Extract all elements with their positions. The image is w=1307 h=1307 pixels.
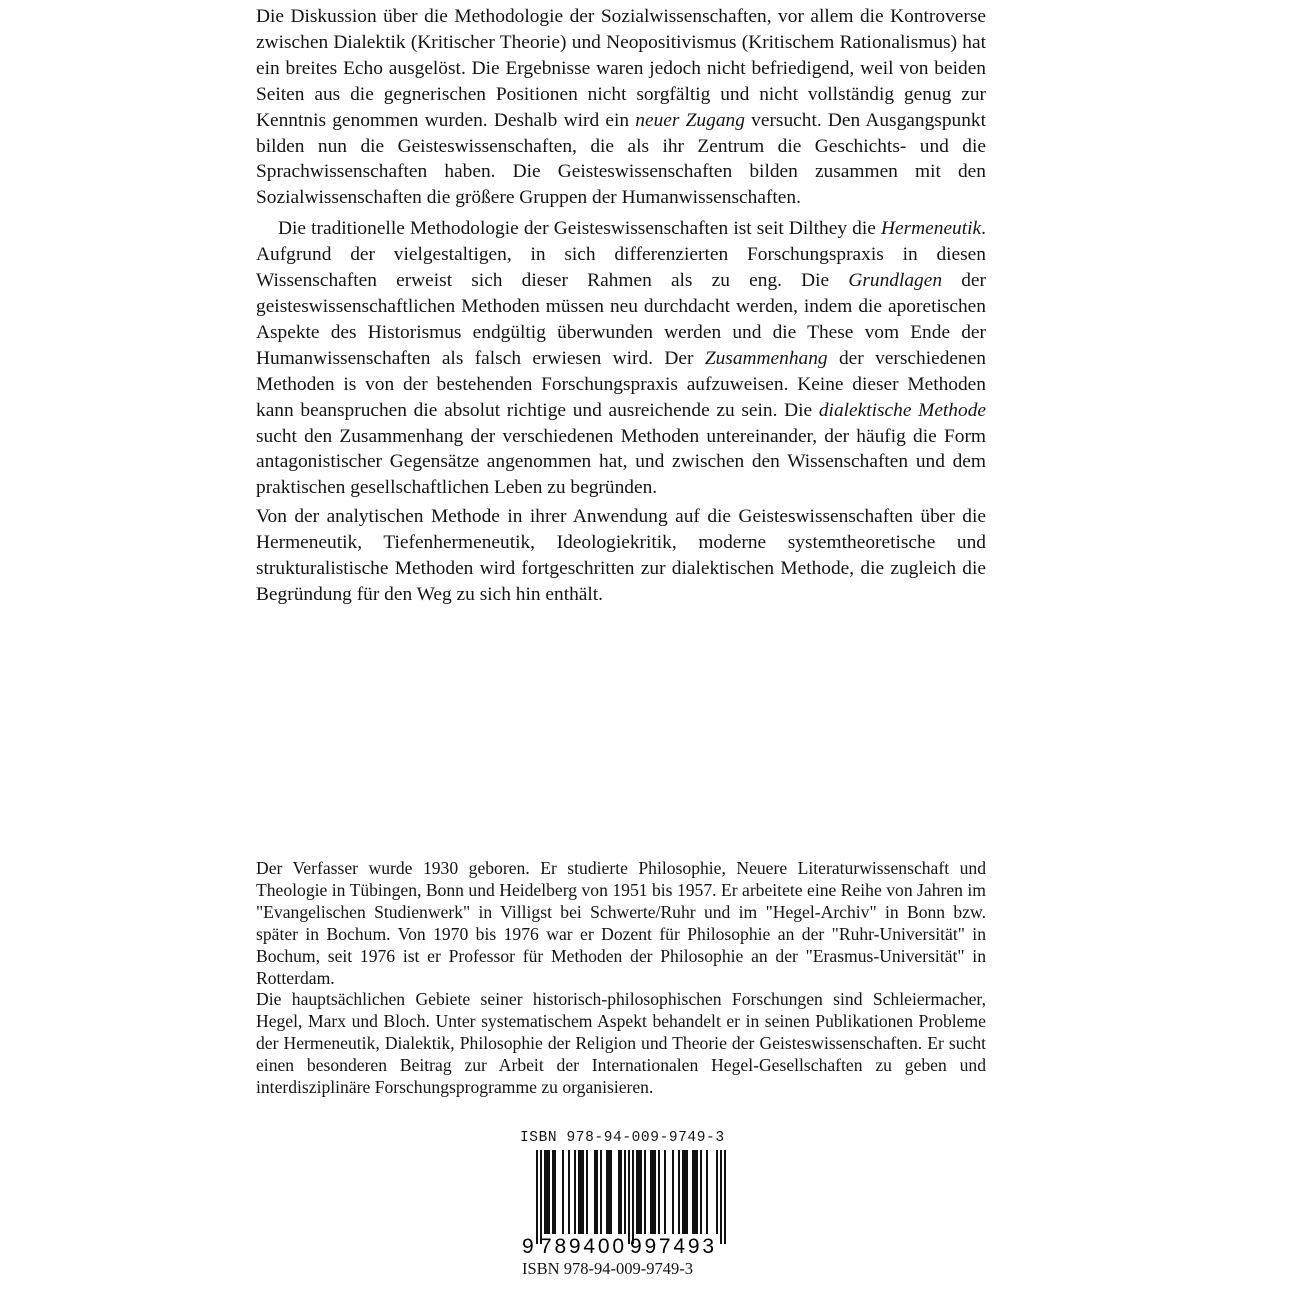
emphasis-run: Zusammenhang [704,347,828,369]
text-run: der verschiedenen Methoden is von der bestehenden Forschungspraxis aufzuweisen. Keine dieser Methoden kann beanspruchen die absolut richtige und ausreichende zu sein. Die [256,347,986,421]
description-paragraph-1 [256,4,986,211]
text-run: sucht den Zusammenhang der verschiedenen Methoden untereinander, der häufig die Form antagonistischer Gegensätze angenommen hat, und zwischen den Wissenschaften und dem praktischen gesellschaftlichen Leben zu begründen. [256,425,986,499]
emphasis-run: Grundlagen [848,270,943,292]
isbn-label-top: ISBN 978-94-009-9749-3 [520,1130,725,1146]
barcode-guard-bar [536,1150,538,1244]
text-run: . Aufgrund der vielgestaltigen, in sich differenzierten Forschungspraxis in diesen Wissenschaften erweist sich dieser Rahmen als zu eng. Die [256,218,986,292]
description-paragraph-2 [256,216,986,501]
barcode-bar [606,1150,612,1234]
barcode-bar [636,1150,642,1234]
barcode-bar [562,1150,564,1234]
barcode-bar [618,1150,622,1234]
barcode-bar [682,1150,688,1234]
barcode-bar [706,1150,708,1234]
biography-paragraph-2: Die hauptsächlichen Gebiete seiner historisch-philosophischen Forschungen sind Schleiermacher, Hegel, Marx und Bloch. Unter systematischem Aspekt behandelt er in seinen Publikationen Probleme der Hermeneutik, Dialektik, Philosophie der Religion und Theorie der Geisteswissenschaften. Er sucht einen besonderen Beitrag zur Arbeit der Internationalen Hegel-Gesellschaften zu geben und interdisziplinäre Forschungsprogramme zu organisieren. [256,989,986,1098]
emphasis-run: dialektische Methode [818,399,987,421]
barcode-guard-bar [540,1150,542,1244]
barcode-bar [692,1150,698,1234]
barcode-bar [544,1150,550,1234]
text-run: der geisteswissenschaftlichen Methoden müssen neu durchdacht werden, indem die aporetischen Aspekte des Historismus endgültig überwunden werden und die These vom Ende der Humanwissenschaften als falsch erwiesen wird. Der [256,270,986,369]
barcode-bars [536,1150,726,1244]
emphasis-run: neuer Zugang [635,109,745,131]
author-biography [256,858,986,1099]
biography-paragraph-1: Der Verfasser wurde 1930 geboren. Er studierte Philosophie, Neuere Literaturwissenschaft und Theologie in Tübingen, Bonn und Heidelberg von 1951 bis 1957. Er arbeitete eine Reihe von Jahren im "Evangelischen Studienwerk" in Villigst bei Schwerte/Ruhr und im "Hegel-Archiv" in Bonn bzw. später in Bochum. Von 1970 bis 1976 war er Dozent für Philosophie an der "Ruhr-Universität" in Bochum, seit 1976 ist er Professor für Methoden der Philosophie an der "Erasmus-Universität" in Rotterdam. [256,858,986,988]
barcode-bar [586,1150,588,1234]
barcode-bar [644,1150,646,1234]
barcode-guard-bar [632,1150,634,1244]
barcode-bar [658,1150,660,1234]
barcode-bar [624,1150,626,1234]
barcode-bar [594,1150,598,1234]
barcode-bar [552,1150,556,1234]
barcode-bar [678,1150,680,1234]
book-description [256,4,986,608]
isbn-barcode-block [518,1130,728,1278]
barcode-digits-right: 997493 [630,1235,714,1258]
barcode-bar [716,1150,718,1234]
barcode-guard-bar [720,1150,722,1244]
barcode-bar [574,1150,576,1234]
barcode-digits-left: 789400 [540,1235,624,1258]
text-run: Die Diskussion über die Methodologie der Sozialwissenschaften, vor allem die Kontroverse zwischen Dialektik (Kritischer Theorie) und Neopositivismus (Kritischem Rationalismus) hat ein breites Echo ausgelöst. Die Ergebnisse waren jedoch nicht befriedigend, weil von beiden Seiten aus die gegnerischen Positionen nicht sorgfältig und nicht vollständig genug zur Kenntnis genommen wurden. Deshalb wird ein [256,6,986,131]
barcode-bar [672,1150,674,1234]
barcode-bar [578,1150,584,1234]
barcode-digit-first: 9 [522,1235,534,1258]
barcode-guard-bar [628,1150,630,1244]
barcode-bar [600,1150,602,1234]
barcode-bar [664,1150,666,1234]
emphasis-run: Hermeneutik [880,218,982,240]
barcode-bar [568,1150,570,1234]
ean-barcode [518,1148,730,1258]
isbn-label-bottom: ISBN 978-94-009-9749-3 [522,1259,693,1278]
barcode-bar [650,1150,656,1234]
barcode-guard-bar [724,1150,726,1244]
text-run: Die traditionelle Methodologie der Geisteswissenschaften ist seit Dilthey die [278,218,881,240]
description-paragraph-3: Von der analytischen Methode in ihrer Anwendung auf die Geisteswissenschaften über die Hermeneutik, Tiefenhermeneutik, Ideologiekritik, moderne systemtheoretische und strukturalistische Methoden wird fortgeschritten zur dialektischen Methode, die zugleich die Begründung für den Weg zu sich hin enthält. [256,506,986,605]
barcode-bar [700,1150,702,1234]
text-run: versucht. Den Ausgangspunkt bilden nun die Geisteswissenschaften, die als ihr Zentrum die Geschichts- und die Sprachwissenschaften haben. Die Geisteswissenschaften bilden zusammen mit den Sozialwissenschaften die größere Gruppen der Humanwissenschaften. [256,109,987,209]
